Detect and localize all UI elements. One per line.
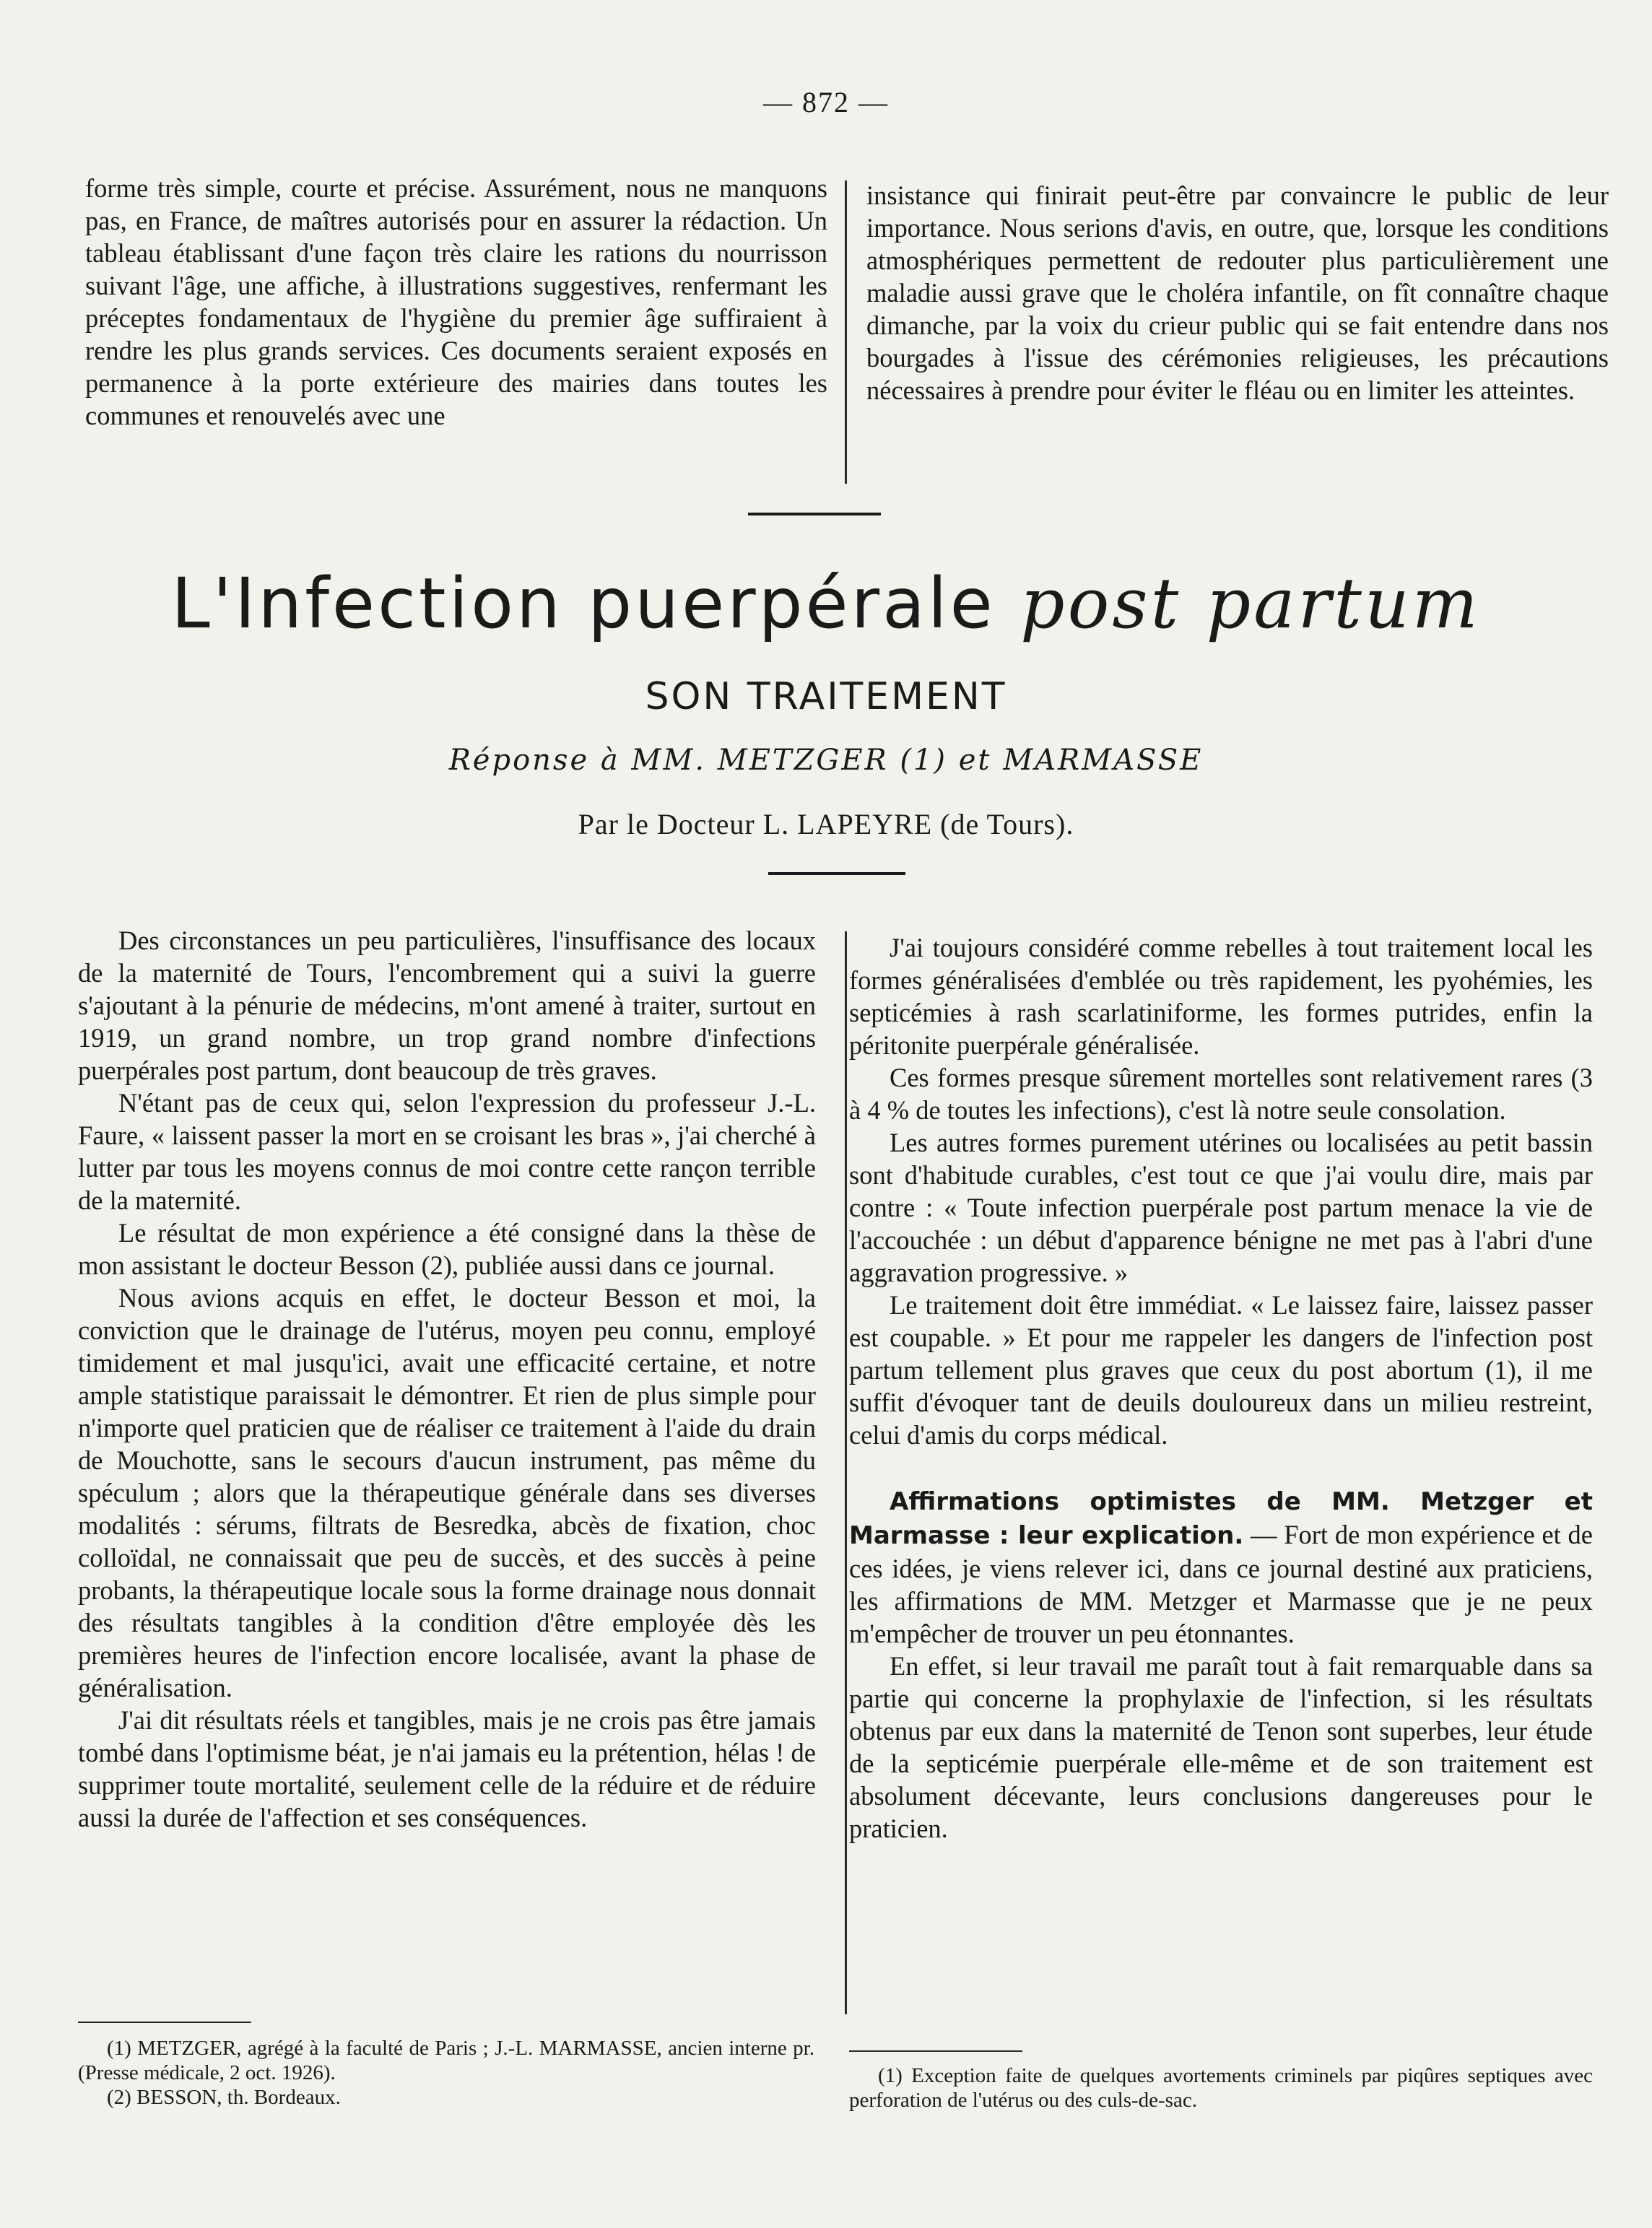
left-paragraph: Le résultat de mon expérience a été consigné dans la thèse de mon assistant le docteur Besson (2), publiée aussi dans ce journal. xyxy=(78,1218,816,1280)
footnotes-left xyxy=(78,2036,814,2110)
top-right-column xyxy=(866,179,1609,406)
separator-rule-top xyxy=(748,513,881,515)
section-first-text: — Fort de mon expérience et de ces idées, je viens relever ici, dans ce journal destiné aux praticiens, les affirmations de MM. Metzger et Marmasse que je ne peux m'empêcher de trouver un peu étonnantes. xyxy=(849,1520,1593,1648)
article-left-column xyxy=(78,924,816,1834)
separator-rule-bottom xyxy=(768,872,905,875)
right-paragraph: Le traitement doit être immédiat. « Le laissez faire, laissez passer est coupable. » Et pour me rappeler les dangers de l'infection post partum tellement plus graves que ceux du post abortum (1), il me suffit d'évoquer tant de deuils douloureux dans un milieu restreint, celui d'amis du corps médical. xyxy=(849,1290,1593,1450)
left-paragraph: Des circonstances un peu particulières, l'insuffisance des locaux de la maternité de Tours, l'encombrement qui a suivi la guerre s'ajoutant à la pénurie de médecins, m'ont amené à traiter, surtout en 1919, un grand nombre, un trop grand nombre d'infections puerpérales post partum, dont beaucoup de très graves. xyxy=(78,926,816,1085)
footnote-rule-right xyxy=(849,2050,1022,2052)
top-right-text: insistance qui finirait peut-être par convaincre le public de leur importance. Nous serions d'avis, en outre, que, lorsque les conditions atmosphériques permettent de redouter plus particulièrement une maladie aussi grave que le choléra infantile, on fît connaître chaque dimanche, par la voix du crieur public qui se fait entendre dans nos bourgades à l'issue des cérémonies religieuses, les précautions nécessaires à prendre pour éviter le fléau ou en limiter les atteintes. xyxy=(866,180,1609,405)
footnote: (1) METZGER, agrégé à la faculté de Paris ; J.-L. MARMASSE, ancien interne pr. (Presse médicale, 2 oct. 1926). xyxy=(78,2037,814,2084)
left-paragraph: J'ai dit résultats réels et tangibles, mais je ne crois pas être jamais tombé dans l'optimisme béat, je n'ai jamais eu la prétention, hélas ! de supprimer toute mortalité, seulement celle de la réduire et de réduire aussi la durée de l'affection et ses conséquences. xyxy=(78,1705,816,1832)
footnotes-right xyxy=(849,2063,1593,2112)
section-second-paragraph: En effet, si leur travail me paraît tout à fait remarquable dans sa partie qui concerne la prophylaxie de l'infection, si les résultats obtenus par eux dans la maternité de Tenon sont superbes, leur étude de la septicémie puerpérale elle-même et de son traitement est absolument décevante, leurs conclusions dangereuses pour le praticien. xyxy=(849,1651,1593,1843)
top-left-text: forme très simple, courte et précise. Assurément, nous ne manquons pas, en France, de maîtres autorisés pour en assurer la rédaction. Un tableau établissant d'une façon très claire les rations du nourrisson suivant l'âge, une affiche, à illustrations suggestives, renfermant les préceptes fondamentaux de l'hygiène du premier âge suffiraient à rendre les plus grands services. Ces documents seraient exposés en permanence à la porte extérieure des mairies dans toutes les communes et renouvelés avec une xyxy=(85,173,827,430)
section-heading: Affirmations optimistes de MM. Metzger et Marmasse : leur explication. xyxy=(849,1487,1593,1550)
article-right-column xyxy=(849,931,1593,1845)
article-author: Par le Docteur L. LAPEYRE (de Tours). xyxy=(578,808,1074,840)
footnote: (1) Exception faite de quelques avortements criminels par piqûres septiques avec perforation de l'utérus ou des culs-de-sac. xyxy=(849,2064,1593,2112)
top-left-column xyxy=(85,172,827,432)
left-paragraph: N'étant pas de ceux qui, selon l'expression du professeur J.-L. Faure, « laissent passer la mort en se croisant les bras », j'ai cherché à lutter par tous les moyens connus de moi contre cette rançon terrible de la maternité. xyxy=(78,1088,816,1215)
article-subtitle: SON TRAITEMENT xyxy=(645,675,1007,718)
article-title-main: L'Infection puerpérale xyxy=(171,563,1021,644)
column-divider-bottom xyxy=(845,931,847,2014)
right-paragraph: Ces formes presque sûrement mortelles sont relativement rares (3 à 4 % de toutes les infections), c'est là notre seule consolation. xyxy=(849,1063,1593,1125)
article-title-italic: post partum xyxy=(1020,563,1481,644)
right-paragraph: J'ai toujours considéré comme rebelles à tout traitement local les formes généralisées d'emblée ou très rapidement, les pyohémies, les septicémies à rash scarlatiniforme, les formes putrides, enfin la péritonite puerpérale généralisée. xyxy=(849,933,1593,1060)
page-number: — 872 — xyxy=(763,86,889,118)
footnote: (2) BESSON, th. Bordeaux. xyxy=(107,2086,341,2109)
footnote-rule-left xyxy=(78,2022,251,2023)
right-paragraph: Les autres formes purement utérines ou localisées au petit bassin sont d'habitude curables, c'est tout ce que j'ai voulu dire, mais par contre : « Toute infection puerpérale post partum menace la vie de l'accouchée : un début d'apparence bénigne ne met pas à l'abri d'une aggravation progressive. » xyxy=(849,1128,1593,1287)
left-paragraph: Nous avions acquis en effet, le docteur Besson et moi, la conviction que le drainage de l'utérus, moyen peu connu, employé timidement et mal jusqu'ici, avait une efficacité certaine, et notre ample statistique paraissait le démontrer. Et rien de plus simple pour n'importe quel praticien que de réaliser ce traitement à l'aide du drain de Mouchotte, sans le secours d'aucun instrument, pas même du spéculum ; alors que la thérapeutique générale dans ses diverses modalités : sérums, filtrats de Besredka, abcès de fixation, choc colloïdal, ne connaissait que peu de succès, et des succès à peine probants, la thérapeutique locale sous la forme drainage nous donnait des résultats tangibles à la condition d'être employée dès les premières heures de l'infection encore localisée, avant la phase de généralisation. xyxy=(78,1283,816,1702)
article-title xyxy=(0,563,1652,644)
column-divider-top xyxy=(845,180,847,484)
section-paragraph xyxy=(849,1484,1593,1650)
article-response-line: Réponse à MM. METZGER (1) et MARMASSE xyxy=(448,744,1204,777)
